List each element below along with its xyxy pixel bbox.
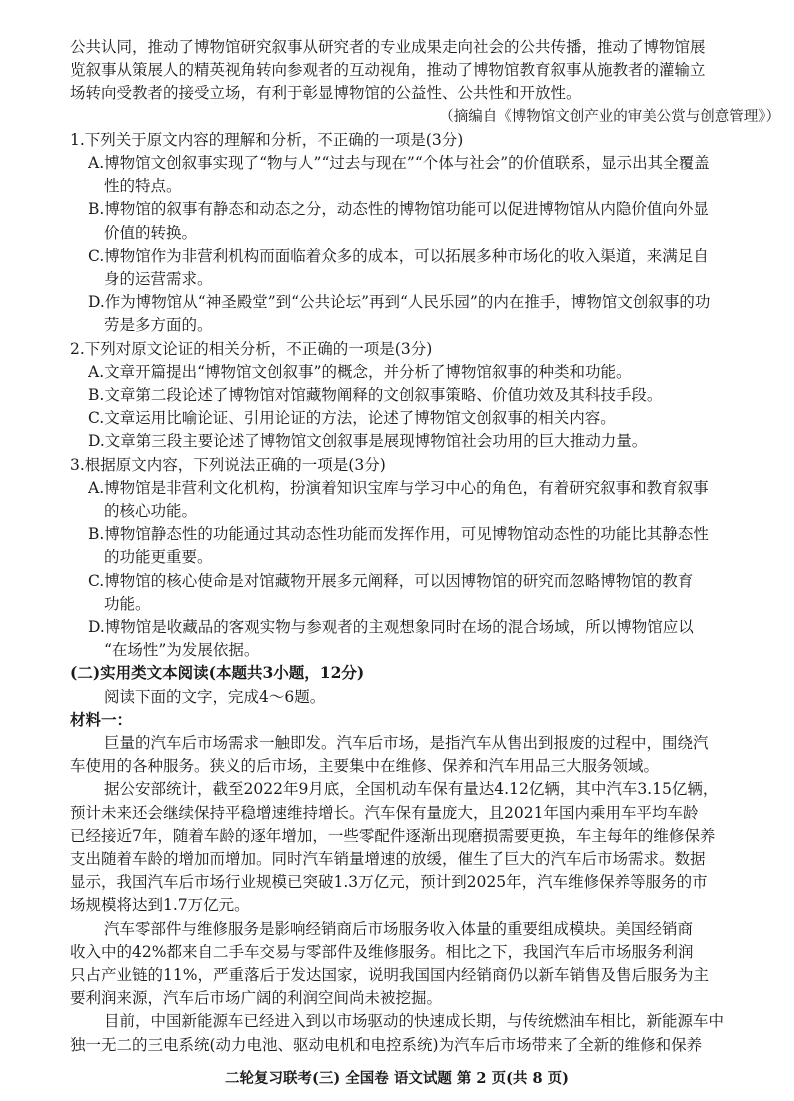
option-line: D.作为博物馆从“神圣殿堂”到“公共论坛”再到“人民乐园”的内在推手，博物馆文创叙事的功 (88, 293, 711, 312)
option-line: D.文章第三段主要论述了博物馆文创叙事是展现博物馆社会功用的巨大推动力量。 (88, 432, 648, 451)
option-line: C.博物馆的核心使命是对馆藏物开展多元阐释，可以因博物馆的研究而忽略博物馆的教育 (88, 571, 694, 590)
material-heading: 材料一： (70, 709, 133, 729)
option-line: A.博物馆文创叙事实现了“物与人”“过去与现在”“个体与社会”的价值联系，显示出其全覆盖 (88, 154, 710, 172)
option-line: C.文章运用比喻论证、引用论证的方法，论述了博物馆文创叙事的相关内容。 (88, 409, 616, 428)
option-line: 价值的转换。 (104, 223, 198, 242)
source-citation: （摘编自《博物馆文创产业的审美公赏与创意管理》） (439, 108, 780, 125)
option-line: B.博物馆的叙事有静态和动态之分，动态性的博物馆功能可以促进博物馆从内隐价值向外显 (88, 200, 709, 219)
paragraph-line: 据公安部统计，截至2022年9月底，全国机动车保有量达4.12亿辆，其中汽车3.15亿辆， (104, 780, 719, 799)
option-line: D.博物馆是收藏品的客观实物与参观者的主观想象同时在场的混合场域，所以博物馆应以 (88, 618, 694, 636)
paragraph-line: 独一无二的三电系统(动力电池、驱动电机和电控系统)为汽车后市场带来了全新的维修和保养 (70, 1035, 703, 1054)
paragraph-line: 目前，中国新能源车已经进入到以市场驱动的快速成长期，与传统燃油车相比，新能源车中 (104, 1012, 725, 1031)
option-line: 身的运营需求。 (104, 270, 213, 288)
option-line: A.文章开篇提出“博物馆文创叙事”的概念，并分析了博物馆叙事的种类和功能。 (88, 362, 632, 381)
option-line: 劳是多方面的。 (104, 316, 213, 335)
paragraph-line: 支出随着车龄的增加而增加。同时汽车销量增速的放缓，催生了巨大的汽车后市场需求。数据 (70, 850, 706, 868)
section-heading: (二)实用类文本阅读(本题共3小题，12分) (70, 663, 365, 683)
option-line: 的功能更重要。 (104, 548, 213, 567)
paragraph-line: 览叙事从策展人的精英视角转向参观者的互动视角，推动了博物馆教育叙事从施教者的灌输立 (70, 61, 706, 80)
instruction-line: 阅读下面的文字，完成4～6题。 (104, 687, 326, 706)
paragraph-line: 汽车零部件与维修服务是影响经销商后市场服务收入体量的重要组成模块。美国经销商 (104, 919, 694, 938)
paragraph-line: 公共认同，推动了博物馆研究叙事从研究者的专业成果走向社会的公共传播，推动了博物馆展 (70, 38, 706, 56)
option-line: 的核心功能。 (104, 502, 198, 520)
paragraph-line: 预计未来还会继续保持平稳增速维持增长。汽车保有量庞大，且2021年国内乘用车平均车龄 (70, 803, 699, 822)
paragraph-line: 只占产业链的11%，严重落后于发达国家，说明我国国内经销商仍以新车销售及售后服务为主 (70, 966, 709, 984)
paragraph-line: 要利润来源，汽车后市场广阔的利润空间尚未被挖掘。 (70, 989, 443, 1008)
paragraph-line: 已经接近7年，随着车龄的逐年增加，一些零配件逐渐出现磨损需要更换，车主每年的维修保养 (70, 826, 716, 845)
question-stem: 3.根据原文内容，下列说法正确的一项是(3分) (70, 455, 386, 474)
option-line: B.文章第二段论述了博物馆对馆藏物阐释的文创叙事策略、价值功效及其科技手段。 (88, 386, 663, 404)
paragraph-line: 显示，我国汽车后市场行业规模已突破1.3万亿元，预计到2025年，汽车维修保养等服务的市 (70, 873, 708, 892)
paragraph-line: 收入中的42%都来自二手车交易与零部件及维修服务。相比之下，我国汽车后市场服务利润 (70, 942, 694, 961)
option-line: 性的特点。 (104, 177, 182, 196)
option-line: “在场性”为发展依据。 (104, 641, 260, 660)
paragraph-line: 场转向受教者的接受立场，有利于彰显博物馆的公益性、公共性和开放性。 (70, 84, 582, 103)
paragraph-line: 车使用的各种服务。狭义的后市场，主要集中在维修、保养和汽车用品三大服务领域。 (70, 757, 660, 776)
option-line: B.博物馆静态性的功能通过其动态性功能而发挥作用，可见博物馆动态性的功能比其静态性 (88, 525, 709, 544)
paragraph-line: 巨量的汽车后市场需求一触即发。汽车后市场，是指汽车从售出到报废的过程中，围绕汽 (104, 734, 709, 752)
question-stem: 1.下列关于原文内容的理解和分析，不正确的一项是(3分) (70, 130, 464, 149)
page-footer: 二轮复习联考(三) 全国卷 语文试题 第 2 页(共 8 页) (225, 1070, 569, 1087)
question-stem: 2.下列对原文论证的相关分析，不正确的一项是(3分) (70, 339, 433, 358)
option-line: C.博物馆作为非营利机构而面临着众多的成本，可以拓展多种市场化的收入渠道，来满足自 (88, 246, 709, 265)
option-line: A.博物馆是非营利文化机构，扮演着知识宝库与学习中心的角色，有着研究叙事和教育叙事 (88, 478, 709, 497)
option-line: 功能。 (104, 594, 151, 613)
paragraph-line: 场规模将达到1.7万亿元。 (70, 896, 250, 915)
